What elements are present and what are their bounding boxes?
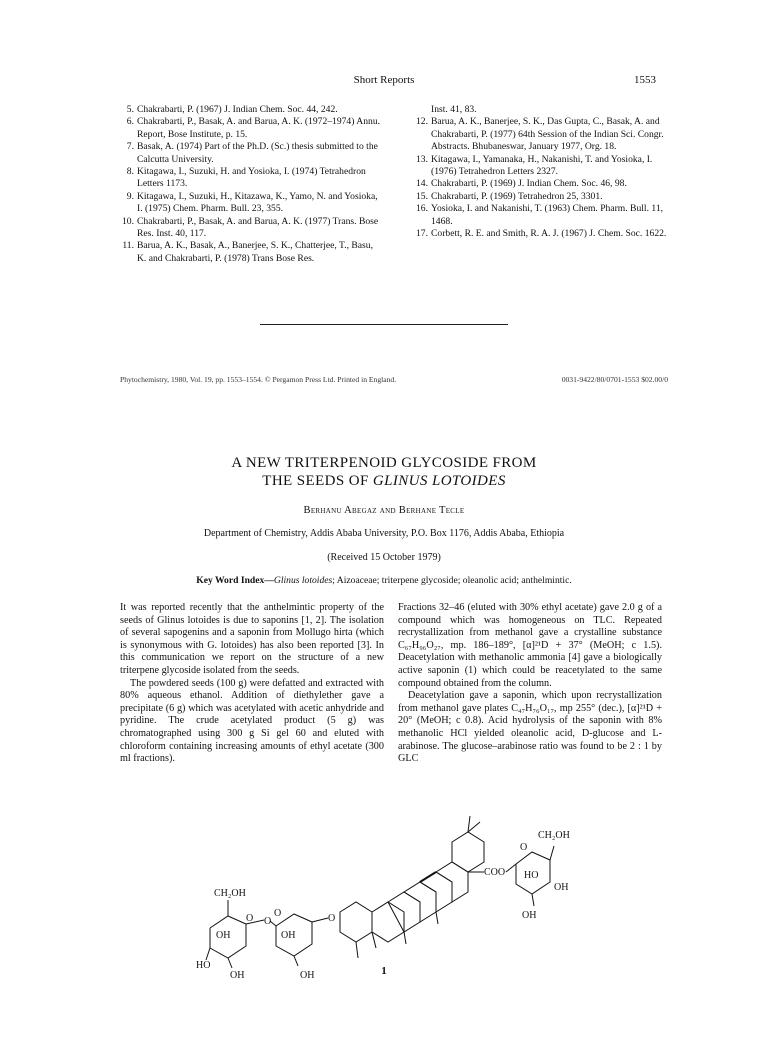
label-oh-right-2: OH <box>522 910 537 921</box>
running-head <box>0 74 768 90</box>
received-date: (Received 15 October 1979) <box>327 552 441 563</box>
reference-continuation: Inst. 41, 83. <box>431 104 477 115</box>
body-column-left <box>120 602 384 766</box>
reference-item: 6. Chakrabarti, P., Basak, A. and Barua, A. K. (1972–1974) Annu. Report, Bose Institute, p. 15. <box>126 116 381 140</box>
page-number: 1553 <box>634 74 656 86</box>
label-o-link-2: O <box>328 913 336 924</box>
reference-item: 14. Chakrabarti, P. (1969) J. Indian Chem. Soc. 46, 98. <box>416 178 627 190</box>
compound-number: 1 <box>381 965 387 977</box>
affiliation: Department of Chemistry, Addis Ababa University, P.O. Box 1176, Addis Ababa, Ethiopia <box>203 528 565 539</box>
reference-item: 10. Chakrabarti, P., Basak, A. and Barua, A. K. (1977) Trans. Bose Res. Inst. 40, 117. <box>122 215 379 240</box>
label-o-ring-2: O <box>274 908 282 919</box>
reference-item: 7. Basak, A. (1974) Part of the Ph.D. (Sc.) thesis submitted to the Calcutta University. <box>126 141 378 165</box>
references-right-column <box>414 104 672 240</box>
keyword-index: Key Word Index—Glinus lotoides; Aizoaceae; triterpene glycoside; oleanolic acid; anthelmintic. <box>196 575 572 586</box>
reference-item: 15. Chakrabarti, P. (1969) Tetrahedron 25, 3301. <box>416 190 603 202</box>
paragraph: The powdered seeds (100 g) were defatted and extracted with 80% aqueous ethanol. Addition of diethylether gave a precipitate (6 g) which was acetylated with acetic anhydride and pyridine. The crude acetylated product (5 g) was chromatographed using 300 g Si gel 60 and eluted with chloroform containing increasing amounts of ethyl acetate (300 ml fractions). <box>120 677 384 765</box>
section-title: Short Reports <box>353 74 415 86</box>
chemical-structure <box>180 808 600 978</box>
reference-item: 13. Kitagawa, I., Yamanaka, H., Nakanishi, T. and Yosioka, I. (1976) Tetrahedron Letters 2327. <box>416 153 653 178</box>
citation-left: Phytochemistry, 1980, Vol. 19, pp. 1553–1554. © Pergamon Press Ltd. Printed in England. <box>120 375 397 384</box>
label-ch2oh-left: CH₂OH <box>214 888 246 899</box>
reference-item: 9. Kitagawa, I., Suzuki, H., Kitazawa, K., Yamo, N. and Yosioka, I. (1975) Chem. Pharm. Bull. 23, 355. <box>126 190 378 215</box>
authors: Berhanu Abegaz and Berhane Tecle <box>303 505 465 516</box>
reference-item: 11. Barua, A. K., Basak, A., Banerjee, S. K., Chatterjee, T., Basu, K. and Chakrabarti, P. (1978) Trans Bose Res. <box>122 240 373 264</box>
paragraph: It was reported recently that the anthelmintic property of the seeds of Glinus lotoides is due to saponins [1, 2]. The isolation of several sapogenins and a saponin from Mollugo hirta (which is synonymous with G. lotoides) has also been reported [3]. In this communication we report on the structure of a new triterpene glycoside isolated from the seeds. <box>120 602 384 676</box>
label-ch2oh-right: CH₂OH <box>538 830 570 841</box>
label-oh-4: OH <box>300 970 315 978</box>
paragraph: Deacetylation gave a saponin, which upon recrystallization from methanol gave plates C₄₇H₇₆O₁₇, mp 255° (dec.), [α]²¹D + 20° (MeOH; c 0.8). Acid hydrolysis of the saponin with 8% methanolic HCl yielded oleanolic acid, D-glucose and L-arabinose. The glucose–arabinose ratio was found to be 2 : 1 by GLC <box>398 690 662 765</box>
section-divider <box>260 324 508 325</box>
title-line-1: A NEW TRITERPENOID GLYCOSIDE FROM <box>231 455 537 471</box>
label-oh-3: OH <box>281 930 296 941</box>
journal-citation-line <box>120 375 668 384</box>
article-title <box>0 454 768 490</box>
label-oh-right-1: OH <box>554 882 569 893</box>
label-o-link-1: O <box>264 916 272 927</box>
reference-item: 17. Corbett, R. E. and Smith, R. A. J. (1967) J. Chem. Soc. 1622. <box>416 228 667 240</box>
paragraph: Fractions 32–46 (eluted with 30% ethyl acetate) gave 2.0 g of a compound which was homogeneous on TLC. Repeated recrystallization from methanol gave a crystalline substance C₆₇H₉₆O₂₇, mp. 186–189°, [α]²¹D + 37° (MeOH; c 1.5). Deacetylation with methanolic ammonia [4] gave a biologically active saponin (1) which could be reacetylated to the same compound obtained from the column. <box>398 602 662 689</box>
title-line-2: THE SEEDS OF GLINUS LOTOIDES <box>262 473 506 489</box>
reference-item: 16. Yosioka, I. and Nakanishi, T. (1963) Chem. Pharm. Bull. 11, 1468. <box>416 203 664 227</box>
reference-item: 5. Chakrabarti, P. (1967) J. Indian Chem. Soc. 44, 242. <box>126 104 338 115</box>
body-column-right <box>398 602 662 766</box>
label-oh-2: OH <box>230 970 245 978</box>
reference-item: 8. Kitagawa, I., Suzuki, H. and Yosioka, I. (1974) Tetrahedron Letters 1173. <box>126 166 366 190</box>
references-left-column <box>120 104 382 265</box>
label-coo: COO <box>484 867 506 878</box>
label-o-ring-right: O <box>520 842 528 853</box>
label-ho-left: HO <box>196 960 211 971</box>
label-ho-right: HO <box>524 870 539 881</box>
reference-item: 12. Barua, A. K., Banerjee, S. K., Das Gupta, C., Basak, A. and Chakrabarti, P. (1977) 64th Session of the Indian Sci. Congr. Abstracts. Bhubaneswar, January 1977, Org. 18. <box>416 116 664 153</box>
label-oh-1: OH <box>216 930 231 941</box>
label-o-ring-1: O <box>246 913 254 924</box>
citation-code: 0031-9422/80/0701-1553 $02.00/0 <box>561 375 668 384</box>
